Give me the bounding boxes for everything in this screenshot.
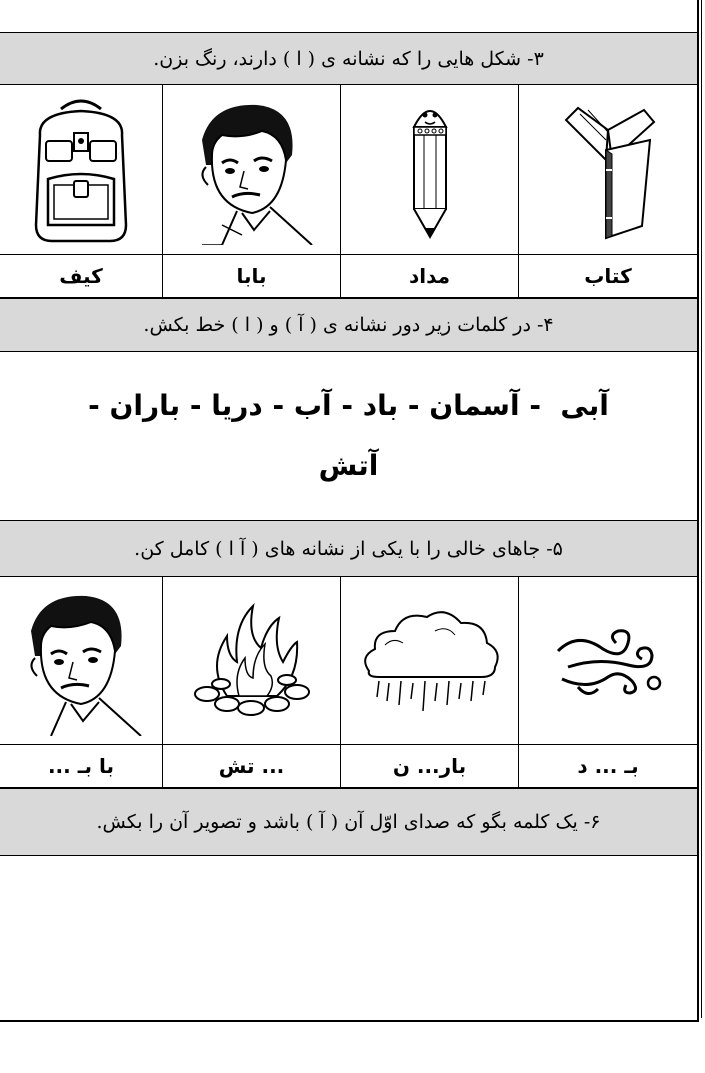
backpack-icon: [26, 95, 136, 245]
q3-title: [0, 32, 697, 85]
q5-label-father: با بـ ...: [47, 754, 115, 778]
q5-cell-rain-cloud: [340, 577, 518, 744]
q3-cell-pencil: [340, 85, 518, 254]
rain-cloud-icon: [355, 601, 505, 721]
q3-cell-book: [518, 85, 697, 254]
q3-label-row: [0, 255, 697, 298]
fire-icon: [187, 596, 317, 726]
q6-drawing-area: [0, 856, 697, 1020]
q3-label-father: بابا: [162, 255, 340, 297]
q5-title-text: ۵- جاهای خالی را با یکی از نشانه های ( آ ا ) کامل کن.: [134, 537, 563, 560]
q3-title-text: ۳- شکل هایی را که نشانه ی ( ا ) دارند، رنگ بزن.: [153, 47, 544, 70]
q4-word-list: [0, 352, 697, 520]
q5-label-wind: بـ ... د: [518, 745, 697, 787]
q5-label-row: [0, 745, 697, 788]
q5-cell-fire: [162, 577, 340, 744]
q3-cell-father: [162, 85, 340, 254]
frame-right-border: [697, 0, 699, 1022]
q5-title: [0, 520, 697, 577]
q6-title-text: ۶- یک کلمه بگو که صدای اوّل آن ( آ ) باشد و تصویر آن را بکش.: [96, 811, 601, 833]
frame-bottom-border: [0, 1020, 699, 1022]
q4-title: [0, 298, 697, 352]
father-icon: [11, 586, 151, 736]
book-icon: [558, 100, 658, 240]
q3-cell-backpack: [0, 85, 162, 254]
q5-cell-wind: [518, 577, 697, 744]
pencil-icon: [400, 97, 460, 242]
frame-right-border-inner: [701, 0, 702, 1018]
q3-label-book: کتاب: [518, 255, 697, 297]
q4-words-line1: آبی - آسمان - باد - آب - دریا - باران -: [88, 389, 609, 422]
wind-icon: [548, 621, 668, 701]
q5-label-rain: بار... ن: [340, 745, 518, 787]
q5-label-fire: ... تش: [162, 745, 340, 787]
q3-label-pencil: مداد: [340, 255, 518, 297]
q3-label-backpack: کیف: [59, 264, 103, 288]
q5-image-row: [0, 577, 697, 745]
q3-image-row: [0, 85, 697, 255]
q4-words-line2: آتش: [318, 449, 379, 482]
father-icon: [182, 95, 322, 245]
q6-title: [0, 788, 697, 856]
q5-cell-father: [0, 577, 162, 744]
q4-title-text: ۴- در کلمات زیر دور نشانه ی ( آ ) و ( ا ) خط بکش.: [143, 314, 554, 336]
